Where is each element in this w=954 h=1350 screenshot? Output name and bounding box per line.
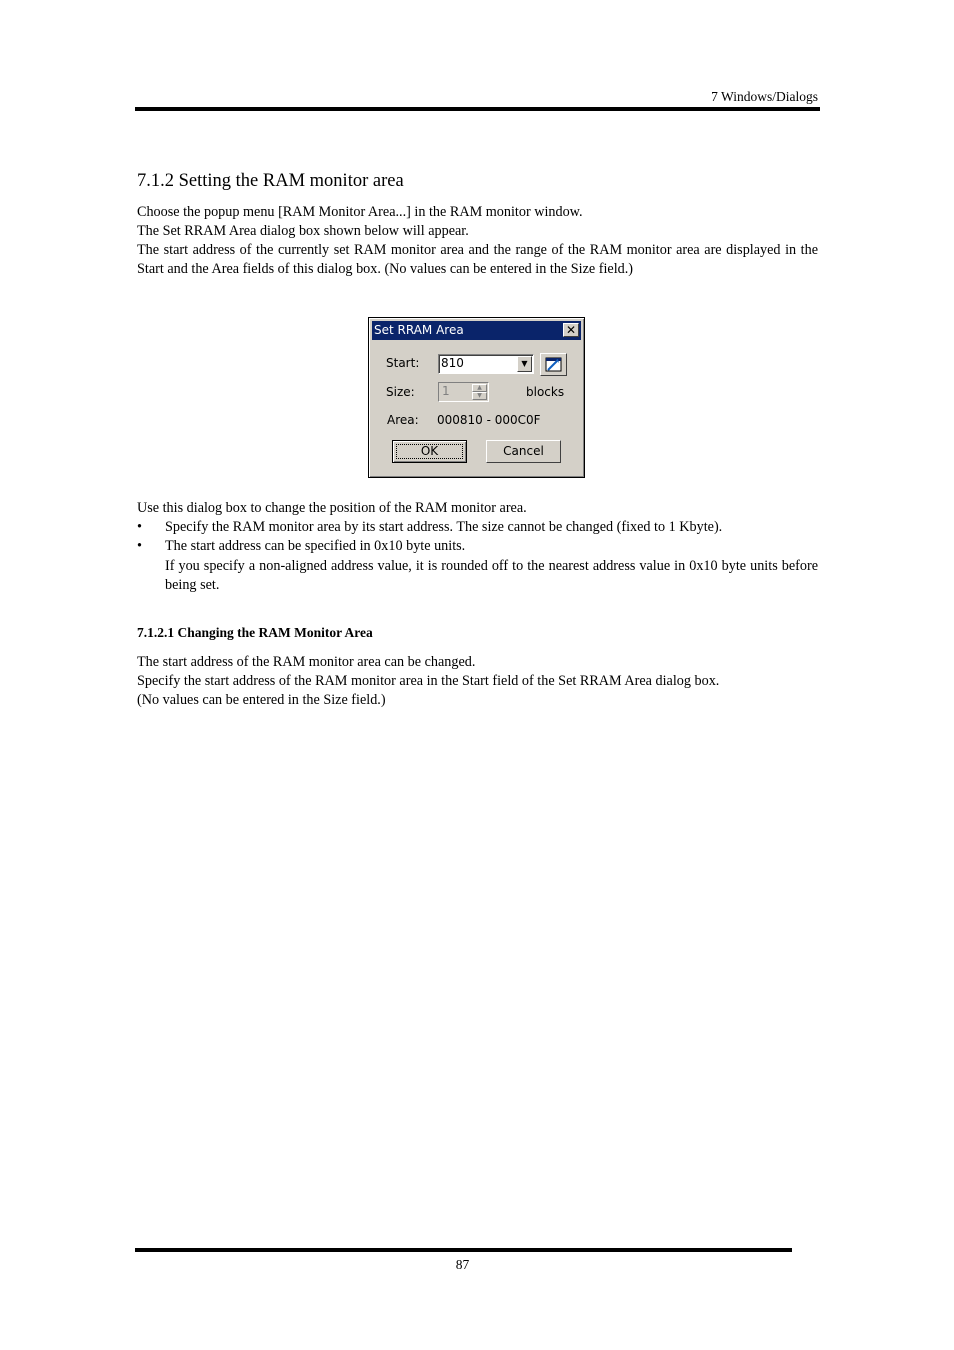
close-icon[interactable]: ✕: [563, 323, 579, 337]
list-item: [137, 518, 818, 537]
subsection-line-3: (No values can be entered in the Size field.): [137, 692, 386, 708]
list-item: [137, 537, 818, 556]
intro-line-1: Choose the popup menu [RAM Monitor Area...] in the RAM monitor window.: [137, 204, 583, 220]
ok-button-label: OK: [420, 444, 439, 458]
browse-icon: [541, 354, 566, 375]
bullet-continuation: If you specify a non-aligned address value, it is rounded off to the nearest address value in 0x10 byte units before being set.: [165, 557, 818, 593]
start-address-value: 810: [441, 356, 464, 370]
size-spinner: [438, 382, 489, 402]
start-label: Start:: [386, 356, 420, 370]
usage-intro: Use this dialog box to change the position of the RAM monitor area.: [137, 500, 527, 516]
section-title: 7.1.2 Setting the RAM monitor area: [137, 171, 404, 191]
set-rram-area-dialog: [368, 317, 585, 478]
page-number: 87: [455, 1257, 470, 1272]
spin-down-icon: ▼: [472, 392, 487, 400]
bullet-icon: •: [137, 538, 142, 555]
cancel-button[interactable]: Cancel: [486, 440, 561, 463]
bullet-text: The start address can be specified in 0x10 byte units.: [165, 538, 466, 555]
spin-up-icon: ▲: [472, 384, 487, 392]
subsection-line-2: Specify the start address of the RAM monitor area in the Start field of the Set RRAM Area dialog box.: [137, 673, 720, 689]
ok-button[interactable]: [392, 440, 467, 463]
area-value: 000810 - 000C0F: [437, 413, 541, 427]
header-rule: [135, 107, 820, 111]
focus-rect: [396, 444, 463, 459]
subsection-title: 7.1.2.1 Changing the RAM Monitor Area: [137, 625, 373, 640]
size-value: 1: [442, 384, 450, 398]
footer-rule: [135, 1248, 792, 1252]
dialog-title: Set RRAM Area: [374, 323, 464, 337]
area-label: Area:: [387, 413, 419, 427]
start-address-combo[interactable]: [438, 354, 534, 374]
subsection-line-1: The start address of the RAM monitor area can be changed.: [137, 654, 476, 670]
intro-paragraph: The start address of the currently set RAM monitor area and the range of the RAM monitor area are displayed in the Start and the Area fields of this dialog box. (No values can be entered in the Size field.): [137, 242, 818, 278]
running-header: 7 Windows/Dialogs: [711, 89, 818, 104]
size-label: Size:: [386, 385, 415, 399]
dialog-titlebar[interactable]: [372, 321, 581, 340]
usage-bullet-list: [137, 518, 818, 595]
chevron-down-icon[interactable]: ▼: [517, 356, 532, 372]
bullet-icon: •: [137, 519, 142, 535]
intro-line-2: The Set RRAM Area dialog box shown below will appear.: [137, 223, 469, 239]
bullet-text: Specify the RAM monitor area by its start address. The size cannot be changed (fixed to 1 Kbyte).: [165, 519, 723, 535]
browse-button[interactable]: [540, 353, 567, 376]
blocks-label: blocks: [526, 385, 565, 399]
